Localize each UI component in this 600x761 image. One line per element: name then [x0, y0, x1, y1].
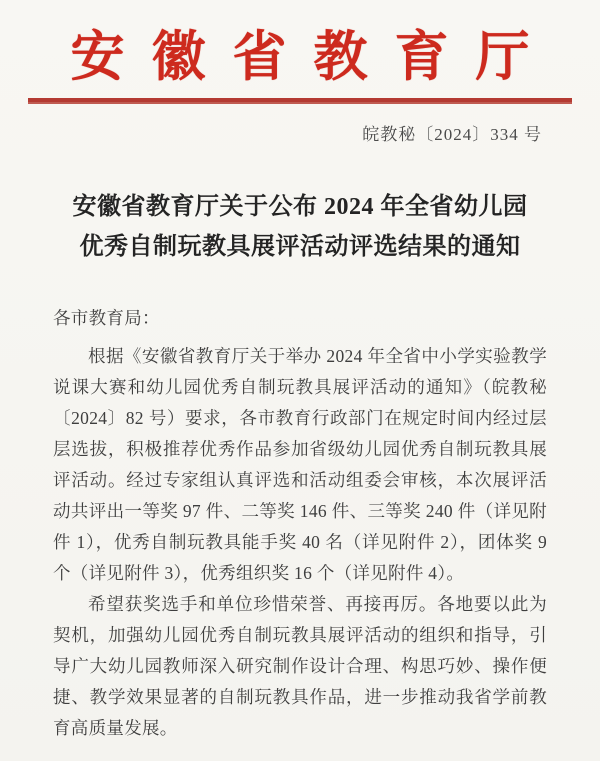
agency-name: 安徽省教育厅: [70, 27, 557, 87]
letterhead: [0, 0, 600, 104]
header-divider: [28, 98, 572, 104]
document-title: [0, 187, 600, 267]
body-paragraph: 根据《安徽省教育厅关于举办 2024 年全省中小学实验教学说课大赛和幼儿园优秀自制玩教具展评活动的通知》（皖教秘〔2024〕82 号）要求，各市教育行政部门在规定时间内经过层层选拔，积极推荐优秀作品参加省级幼儿园优秀自制玩教具展评活动。经过专家组认真评选和活动组委会审核，本次展评活动共评出一等奖 97 件、二等奖 146 件、三等奖 240 件（详见附件 1），优秀自制玩教具能手奖 40 名（详见附件 2），团体奖 9 个（详见附件 3），优秀组织奖 16 个（详见附件 4）。: [53, 345, 547, 583]
salutation: 各市教育局：: [53, 307, 160, 328]
document-title-line1: 安徽省教育厅关于公布 2024 年全省幼儿园: [72, 193, 528, 220]
document-body: [0, 303, 600, 744]
document-title-line2: 优秀自制玩教具展评活动评选结果的通知: [79, 233, 521, 260]
body-paragraph: 希望获奖选手和单位珍惜荣誉、再接再厉。各地要以此为契机，加强幼儿园优秀自制玩教具展评活动的组织和指导，引导广大幼儿园教师深入研究制作设计合理、构思巧妙、操作便捷、教学效果显著的自制玩教具作品，进一步推动我省学前教育高质量发展。: [53, 593, 547, 738]
document-number: 皖教秘〔2024〕334 号: [362, 124, 542, 144]
